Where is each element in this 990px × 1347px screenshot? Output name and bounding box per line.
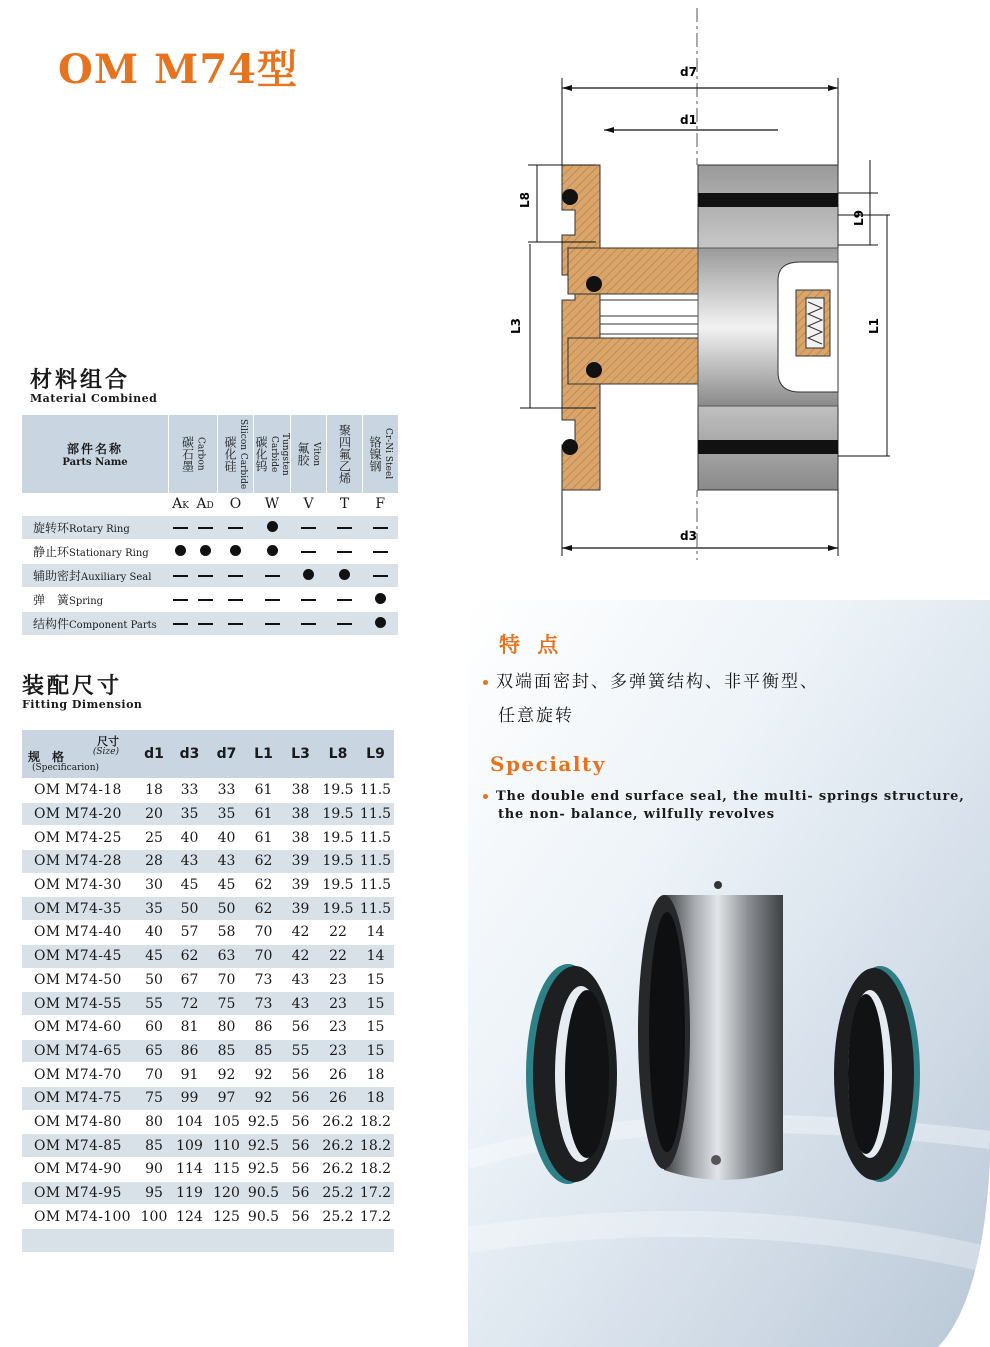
dimension-cell: 15 [357, 992, 394, 1016]
dimension-cell: 23 [319, 992, 357, 1016]
dimension-cell: 120 [208, 1181, 245, 1205]
material-code-row [22, 493, 398, 516]
dimension-cell: 56 [282, 1063, 319, 1087]
label-d3: d3 [680, 529, 697, 543]
dimension-cell: 100 [137, 1205, 171, 1229]
label-d1: d1 [680, 113, 697, 127]
dimension-cell: 11.5 [357, 873, 394, 897]
code-ak: AK [169, 493, 193, 516]
dimension-cell: 19.5 [319, 850, 357, 874]
dimension-cell: 26.2 [319, 1134, 357, 1158]
dimension-cell: 23 [319, 968, 357, 992]
dimension-cell: 55 [137, 992, 171, 1016]
fitting-row [22, 992, 394, 1016]
dimension-cell: 26 [319, 1063, 357, 1087]
material-col-sic: 碳化硅 Silicon Carbide [218, 415, 254, 493]
dimension-cell: 75 [137, 1086, 171, 1110]
bullet-icon [483, 794, 488, 799]
dimension-cell: 63 [208, 944, 245, 968]
fitting-table [22, 730, 394, 1252]
dimension-cell: 119 [171, 1181, 208, 1205]
material-dot-mark [254, 540, 291, 564]
specialty-heading: Specialty [490, 752, 606, 776]
dimension-cell: 35 [137, 897, 171, 921]
dimension-cell: 25 [137, 826, 171, 850]
material-dash-mark [291, 540, 327, 564]
fitting-row [22, 826, 394, 850]
dimension-cell: 25.2 [319, 1205, 357, 1229]
dimension-cell: 72 [171, 992, 208, 1016]
center-seal-body [638, 881, 783, 1180]
model-cell: OM M74-18 [22, 779, 137, 803]
dimension-cell: 11.5 [357, 779, 394, 803]
dimension-cell: 22 [319, 944, 357, 968]
dimension-cell: 60 [137, 1015, 171, 1039]
dimension-cell: 56 [282, 1086, 319, 1110]
dimension-cell: 56 [282, 1205, 319, 1229]
dimension-cell: 110 [208, 1134, 245, 1158]
dimension-cell: 38 [282, 802, 319, 826]
material-dash-mark [363, 516, 399, 540]
dimension-cell: 11.5 [357, 802, 394, 826]
page-title: OM M74型 [58, 46, 298, 93]
dimension-cell: 26.2 [319, 1110, 357, 1134]
material-dash-mark [169, 516, 193, 540]
dimension-cell: 25.2 [319, 1181, 357, 1205]
dimension-cell: 56 [282, 1015, 319, 1039]
material-header-row [22, 415, 398, 493]
dimension-cell: 99 [171, 1086, 208, 1110]
dimension-cell: 73 [245, 968, 282, 992]
material-heading-en: Material Combined [30, 392, 158, 405]
model-cell: OM M74-100 [22, 1205, 137, 1229]
dimension-cell: 90.5 [245, 1205, 282, 1229]
dimension-cell: 23 [319, 1039, 357, 1063]
code-ad: AD [193, 493, 218, 516]
dimension-cell: 19.5 [319, 897, 357, 921]
dimension-cell: 19.5 [319, 873, 357, 897]
material-dot-mark [327, 564, 363, 588]
dimension-cell: 92.5 [245, 1110, 282, 1134]
model-cell: OM M74-28 [22, 850, 137, 874]
dimension-cell: 19.5 [319, 802, 357, 826]
fitting-row [22, 921, 394, 945]
fitting-row [22, 1134, 394, 1158]
dimension-cell: 62 [245, 897, 282, 921]
dimension-cell: 43 [208, 850, 245, 874]
material-row-label: 结构件Component Parts [22, 612, 169, 636]
dimension-cell: 15 [357, 1039, 394, 1063]
code-t: T [327, 493, 363, 516]
material-dash-mark [169, 564, 193, 588]
material-dot-mark [193, 540, 218, 564]
dimension-cell: 85 [245, 1039, 282, 1063]
dimension-cell: 11.5 [357, 897, 394, 921]
fitting-col-header: d7 [216, 746, 237, 762]
dimension-cell: 70 [245, 921, 282, 945]
fitting-col-header: d1 [144, 746, 164, 762]
model-cell: OM M74-90 [22, 1158, 137, 1182]
dimension-cell: 42 [282, 921, 319, 945]
material-dash-mark [169, 612, 193, 636]
dimension-cell: 20 [137, 802, 171, 826]
material-dash-mark [363, 540, 399, 564]
fitting-col-header: L8 [328, 746, 348, 762]
dimension-cell: 114 [171, 1158, 208, 1182]
material-row [22, 516, 398, 540]
dimension-cell: 39 [282, 873, 319, 897]
dimension-cell: 15 [357, 1015, 394, 1039]
code-o: O [218, 493, 254, 516]
dimension-cell: 18.2 [357, 1110, 394, 1134]
model-cell: OM M74-40 [22, 921, 137, 945]
material-row-label: 弹 簧Spring [22, 588, 169, 612]
fitting-col-header: L3 [291, 746, 310, 762]
fitting-row [22, 1181, 394, 1205]
dimension-cell: 92 [245, 1063, 282, 1087]
dimension-cell: 30 [137, 873, 171, 897]
material-dash-mark [327, 612, 363, 636]
material-dash-mark [193, 516, 218, 540]
features-heading: 特 点 [499, 632, 564, 657]
dimension-cell: 92 [208, 1063, 245, 1087]
label-L9: L9 [852, 210, 866, 226]
model-cell: OM M74-75 [22, 1086, 137, 1110]
code-v: V [291, 493, 327, 516]
fitting-row [22, 1086, 394, 1110]
dimension-cell: 26 [319, 1086, 357, 1110]
material-dash-mark [254, 588, 291, 612]
material-dash-mark [291, 612, 327, 636]
dimension-cell: 38 [282, 826, 319, 850]
material-dot-mark [363, 588, 399, 612]
material-dot-mark [254, 516, 291, 540]
fitting-row [22, 1015, 394, 1039]
dimension-cell: 85 [137, 1134, 171, 1158]
dimension-cell: 70 [137, 1063, 171, 1087]
parts-header: 部件名称 Parts Name [22, 415, 169, 493]
label-L1: L1 [867, 318, 881, 334]
dimension-cell: 38 [282, 779, 319, 803]
material-col-carbon: 碳石墨 Carbon [169, 415, 218, 493]
dimension-cell: 62 [245, 850, 282, 874]
specialty-text: The double end surface seal, the multi- springs structure, the non- balance, wilfully revolves [483, 788, 973, 824]
dimension-cell: 109 [171, 1134, 208, 1158]
material-dash-mark [291, 516, 327, 540]
model-cell: OM M74-65 [22, 1039, 137, 1063]
dimension-cell: 35 [171, 802, 208, 826]
material-dash-mark [327, 588, 363, 612]
fitting-row [22, 779, 394, 803]
dimension-cell: 55 [282, 1039, 319, 1063]
dimension-cell: 19.5 [319, 779, 357, 803]
material-dash-mark [363, 564, 399, 588]
fitting-heading-en: Fitting Dimension [22, 698, 143, 711]
fitting-row [22, 802, 394, 826]
dimension-cell: 56 [282, 1158, 319, 1182]
dimension-cell: 14 [357, 921, 394, 945]
fitting-row [22, 897, 394, 921]
dimension-cell: 11.5 [357, 850, 394, 874]
label-L8: L8 [518, 192, 532, 208]
fitting-row [22, 1063, 394, 1087]
material-dash-mark [254, 612, 291, 636]
material-row-label: 静止环Stationary Ring [22, 540, 169, 564]
dimension-cell: 80 [137, 1110, 171, 1134]
fitting-row [22, 850, 394, 874]
dimension-cell: 43 [282, 992, 319, 1016]
dimension-cell: 18.2 [357, 1134, 394, 1158]
material-dash-mark [218, 588, 254, 612]
dimension-cell: 57 [171, 921, 208, 945]
model-cell: OM M74-50 [22, 968, 137, 992]
dimension-cell: 61 [245, 826, 282, 850]
dimension-cell: 26.2 [319, 1158, 357, 1182]
dimension-cell: 18 [357, 1063, 394, 1087]
right-seal-ring [834, 966, 920, 1182]
dimension-cell: 40 [208, 826, 245, 850]
dimension-cell: 56 [282, 1134, 319, 1158]
dimension-cell: 33 [171, 779, 208, 803]
dimension-cell: 50 [208, 897, 245, 921]
dimension-cell: 62 [245, 873, 282, 897]
fitting-col-header: L1 [254, 746, 273, 762]
fitting-heading: 装配尺寸 [22, 673, 123, 699]
model-cell: OM M74-70 [22, 1063, 137, 1087]
dimension-cell: 39 [282, 897, 319, 921]
fitting-col-header: d3 [179, 746, 200, 762]
dimension-cell: 61 [245, 779, 282, 803]
dimension-cell: 115 [208, 1158, 245, 1182]
dimension-cell: 40 [171, 826, 208, 850]
material-row [22, 540, 398, 564]
dimension-cell: 90 [137, 1158, 171, 1182]
dimension-cell: 85 [208, 1039, 245, 1063]
dimension-cell: 43 [282, 968, 319, 992]
dimension-cell: 124 [171, 1205, 208, 1229]
fitting-row [22, 944, 394, 968]
size-spec-header: 尺寸 (Size) 规 格 (Specificarion) [22, 730, 137, 779]
features-text-zh: 双端面密封、多弹簧结构、非平衡型、 任意旋转 [483, 665, 883, 733]
model-cell: OM M74-80 [22, 1110, 137, 1134]
dimension-cell: 17.2 [357, 1205, 394, 1229]
dimension-cell: 61 [245, 802, 282, 826]
material-row-label: 辅助密封Auxiliary Seal [22, 564, 169, 588]
bullet-icon [483, 680, 488, 685]
label-d7: d7 [680, 65, 697, 79]
material-dash-mark [254, 564, 291, 588]
material-dash-mark [169, 588, 193, 612]
dimension-cell: 67 [171, 968, 208, 992]
dimension-cell: 92.5 [245, 1158, 282, 1182]
dimension-cell: 11.5 [357, 826, 394, 850]
dimension-cell: 43 [171, 850, 208, 874]
dimension-cell: 40 [137, 921, 171, 945]
material-col-wc: 碳化钨 Tungsten Carbide [254, 415, 291, 493]
fitting-row [22, 1039, 394, 1063]
material-table [22, 415, 398, 635]
dimension-cell: 50 [171, 897, 208, 921]
dimension-cell: 70 [208, 968, 245, 992]
dimension-cell: 86 [245, 1015, 282, 1039]
material-row [22, 588, 398, 612]
label-L3: L3 [509, 318, 523, 334]
dimension-cell: 70 [245, 944, 282, 968]
dimension-cell: 95 [137, 1181, 171, 1205]
material-dot-mark [291, 564, 327, 588]
material-dash-mark [327, 516, 363, 540]
material-dot-mark [169, 540, 193, 564]
material-col-ptfe: 聚四氟乙烯 [327, 415, 363, 493]
material-dash-mark [291, 588, 327, 612]
fitting-empty-row [22, 1229, 394, 1252]
material-row [22, 564, 398, 588]
material-dash-mark [193, 588, 218, 612]
dimension-cell: 92.5 [245, 1134, 282, 1158]
model-cell: OM M74-45 [22, 944, 137, 968]
dimension-cell: 65 [137, 1039, 171, 1063]
dimension-cell: 18 [357, 1086, 394, 1110]
material-dash-mark [327, 540, 363, 564]
dimension-cell: 125 [208, 1205, 245, 1229]
dimension-cell: 33 [208, 779, 245, 803]
dimension-cell: 58 [208, 921, 245, 945]
dimension-cell: 18 [137, 779, 171, 803]
dimension-cell: 42 [282, 944, 319, 968]
fitting-col-header: L9 [366, 746, 385, 762]
dimension-cell: 14 [357, 944, 394, 968]
dimension-cell: 39 [282, 850, 319, 874]
fitting-header-row [22, 730, 394, 779]
fitting-row [22, 873, 394, 897]
material-row-label: 旋转环Rotary Ring [22, 516, 169, 540]
material-col-viton: 氟胶 Viton [291, 415, 327, 493]
material-dot-mark [218, 540, 254, 564]
dimension-cell: 86 [171, 1039, 208, 1063]
dimension-cell: 75 [208, 992, 245, 1016]
dimension-cell: 15 [357, 968, 394, 992]
dimension-cell: 28 [137, 850, 171, 874]
model-cell: OM M74-95 [22, 1181, 137, 1205]
left-seal-ring [526, 964, 617, 1184]
dimension-cell: 92 [245, 1086, 282, 1110]
material-col-steel: 铬镍钢 Cr-Ni Steel [363, 415, 399, 493]
code-f: F [363, 493, 399, 516]
material-dash-mark [218, 564, 254, 588]
dimension-cell: 80 [208, 1015, 245, 1039]
dimension-cell: 45 [208, 873, 245, 897]
model-cell: OM M74-20 [22, 802, 137, 826]
dimension-cell: 105 [208, 1110, 245, 1134]
dimension-cell: 97 [208, 1086, 245, 1110]
model-cell: OM M74-85 [22, 1134, 137, 1158]
dimension-cell: 90.5 [245, 1181, 282, 1205]
model-cell: OM M74-30 [22, 873, 137, 897]
dimension-cell: 23 [319, 1015, 357, 1039]
dimension-cell: 17.2 [357, 1181, 394, 1205]
material-dot-mark [363, 612, 399, 636]
fitting-row [22, 1110, 394, 1134]
dimension-cell: 45 [137, 944, 171, 968]
fitting-row [22, 1205, 394, 1229]
model-cell: OM M74-25 [22, 826, 137, 850]
material-heading: 材料组合 [30, 367, 131, 393]
dimension-cell: 81 [171, 1015, 208, 1039]
dimension-cell: 73 [245, 992, 282, 1016]
fitting-row [22, 1158, 394, 1182]
dimension-cell: 18.2 [357, 1158, 394, 1182]
dimension-cell: 19.5 [319, 826, 357, 850]
dimension-cell: 56 [282, 1181, 319, 1205]
material-row [22, 612, 398, 636]
dimension-cell: 50 [137, 968, 171, 992]
dimension-cell: 35 [208, 802, 245, 826]
cross-section-drawing [500, 0, 890, 570]
model-cell: OM M74-35 [22, 897, 137, 921]
dimension-cell: 45 [171, 873, 208, 897]
dimension-cell: 104 [171, 1110, 208, 1134]
dimension-cell: 56 [282, 1110, 319, 1134]
material-dash-mark [193, 612, 218, 636]
fitting-row [22, 968, 394, 992]
code-w: W [254, 493, 291, 516]
dimension-cell: 91 [171, 1063, 208, 1087]
material-dash-mark [193, 564, 218, 588]
model-cell: OM M74-55 [22, 992, 137, 1016]
dimension-cell: 22 [319, 921, 357, 945]
dimension-cell: 62 [171, 944, 208, 968]
material-dash-mark [218, 516, 254, 540]
model-cell: OM M74-60 [22, 1015, 137, 1039]
material-dash-mark [218, 612, 254, 636]
